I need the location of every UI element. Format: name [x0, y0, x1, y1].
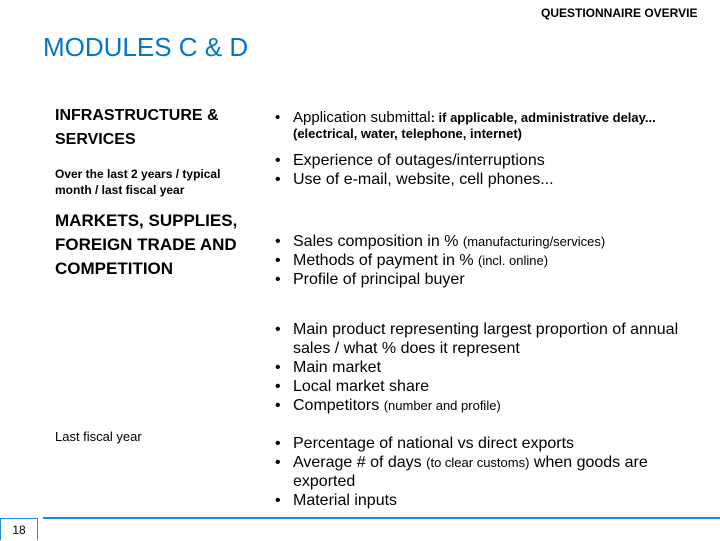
bullet-text-continued: when goods are exported [293, 454, 648, 490]
bullet-text: Use of e-mail, website, cell phones... [293, 171, 554, 188]
list-item [275, 270, 695, 289]
list-item [275, 377, 685, 396]
infrastructure-heading: INFRASTRUCTURE & SERVICES [55, 107, 219, 148]
list-item [275, 358, 685, 377]
bullet-text: Average # of days [293, 454, 427, 471]
bullet-text: Sales composition in % [293, 233, 463, 250]
bullet-detail: (to clear customs) [426, 455, 530, 470]
infrastructure-subheading: Over the last 2 years / typical month / last fiscal year [55, 167, 221, 197]
bullet-detail: (incl. online) [477, 253, 549, 268]
bullet-text: Main product representing largest proportion of annual sales / what % does it represent [293, 321, 679, 357]
page-title: MODULES C & D [43, 32, 249, 62]
list-item [275, 396, 685, 415]
bullet-detail: (manufacturing/services) [462, 234, 606, 249]
header-label: QUESTIONNAIRE OVERVIE [541, 6, 698, 20]
bullet-text: Local market share [293, 378, 430, 395]
bullet-text: Competitors [293, 397, 384, 414]
bullet-text: Methods of payment in % [293, 252, 478, 269]
bullet-text: Material inputs [293, 492, 398, 509]
bullet-text: Application submittal [293, 109, 431, 126]
markets-bullet-list [275, 232, 695, 289]
list-item [275, 170, 695, 189]
list-item [275, 491, 695, 510]
bullet-text: Profile of principal buyer [293, 271, 465, 288]
list-item [275, 151, 695, 170]
bullet-text: Percentage of national vs direct exports [293, 435, 575, 452]
list-item [275, 320, 685, 358]
footer-rule [43, 517, 720, 519]
bullet-detail: (number and profile) [383, 398, 501, 413]
page-number: 18 [0, 518, 38, 540]
bullet-text: Experience of outages/interruptions [293, 152, 545, 169]
fiscal-bullet-list [275, 434, 695, 510]
list-item [275, 434, 695, 453]
infrastructure-bullet-list [275, 110, 695, 189]
list-item [275, 110, 695, 142]
list-item [275, 251, 695, 270]
bullet-detail: : if applicable, administrative delay... (electrical, water, telephone, internet) [293, 110, 656, 141]
list-item [275, 232, 695, 251]
markets-heading: MARKETS, SUPPLIES, FOREIGN TRADE AND COMPETITION [55, 211, 238, 278]
bullet-text: Main market [293, 359, 382, 376]
list-item [275, 453, 695, 491]
fiscal-label: Last fiscal year [55, 429, 142, 444]
markets-bullet-list-2 [275, 320, 685, 415]
